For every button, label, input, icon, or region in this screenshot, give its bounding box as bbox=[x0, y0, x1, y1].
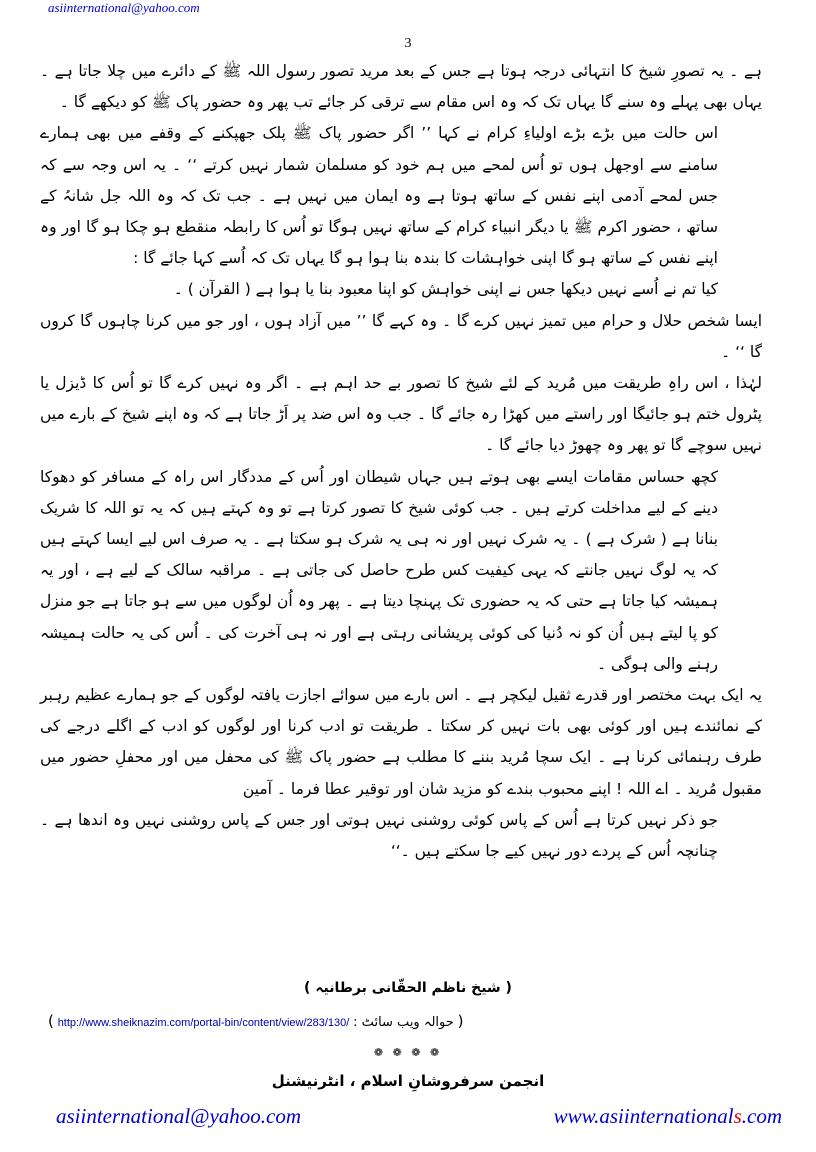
header-email[interactable]: asiinternational@yahoo.com bbox=[48, 0, 200, 15]
reference-line bbox=[48, 1012, 548, 1030]
reference-url[interactable]: http://www.sheiknazim.com/portal-bin/content/view/283/130/ bbox=[57, 1017, 350, 1029]
reference-open-paren: ( bbox=[48, 1012, 54, 1030]
footer-website[interactable] bbox=[554, 1104, 782, 1129]
paragraph-2: اس حالت میں بڑے بڑے اولیاءِ کرام نے کہا ’’ اگر حضور پاک ﷺ پلک جھپکنے کے وقفے میں بھی ہمارے سامنے سے اوجھل ہوں تو اُس لمحے میں ہم خود کو مسلمان شمار نہیں کرتے ‘‘ ۔ یہ اس وجہ سے کہ جس لمحے آدمی اپنے نفس کے ساتھ ہوتا ہے وہ ایمان میں نہیں ہے ۔ جب تک کہ وہ اللہ جل شانہُ کے ساتھ ، حضور اکرم ﷺ یا دیگر انبیاء کرام کے ساتھ نہیں ہوگا تو اُس کا رابطہ منقطع ہو چکا ہو گا اور وہ اپنے نفس کے ساتھ ہو گا اپنی خواہشات کا بندہ بنا ہوا ہو گا یہاں تک کہ اُسے کہا جائے گا : bbox=[40, 124, 718, 268]
website-suffix: .com bbox=[741, 1104, 782, 1128]
paragraph-7: جو ذکر نہیں کرتا ہے اُس کے پاس کوئی روشنی نہیں ہوتی اور جس کے پاس روشنی نہیں وہ اندھا ہے ۔ چنانچہ اُس کے پردے دور نہیں کیے جا سکتے ہیں ۔‘‘ bbox=[40, 810, 718, 861]
website-accent: s bbox=[733, 1104, 742, 1128]
reference-label: حوالہ ویب سائٹ : bbox=[353, 1015, 454, 1030]
website-prefix: www.asiinternational bbox=[553, 1104, 734, 1128]
ornament-divider: ❁ ❁ ❁ ❁ bbox=[373, 1046, 443, 1059]
paragraph-1: ہے ۔ یہ تصورِ شیخ کا انتہائی درجہ ہوتا ہے جس کے بعد مرید تصور رسول اللہ ﷺ کے دائرے میں چلا جاتا ہے ۔ یہاں بھی پہلے وہ سنے گا یہاں تک کہ وہ اس مقام سے ترقی کر جائے تب پھر وہ حضور پاک ﷺ کو دیکھے گا ۔ bbox=[40, 62, 762, 112]
source-attribution: ( شیخ ناظم الحقّانی برطانیہ ) bbox=[304, 980, 512, 996]
quran-quote: کیا تم نے اُسے نہیں دیکھا جس نے اپنی خواہش کو اپنا معبود بنا یا ہوا ہے ( القرآن ) ۔ bbox=[173, 280, 718, 299]
footer-email[interactable]: asiinternational@yahoo.com bbox=[56, 1104, 302, 1128]
paragraph-3: ایسا شخص حلال و حرام میں تمیز نہیں کرے گا ۔ وہ کہے گا ’’ میں آزاد ہوں ، اور جو میں کرنا چاہوں گا کروں گا ‘‘ ۔ bbox=[40, 311, 762, 361]
organization-name: انجمن سرفروشانِ اسلام ، انٹرنیشنل bbox=[271, 1072, 545, 1090]
article-body bbox=[40, 56, 762, 867]
paragraph-4: لہٰذا ، اس راہِ طریقت میں مُرید کے لئے شیخ کا تصور بے حد اہم ہے ۔ اگر وہ نہیں کرے گا تو اُس کا ڈیزل یا پٹرول ختم ہو جائیگا اور راستے میں کھڑا رہ جائے گا ۔ جب وہ اس ضد پر اَڑ جاتا ہے کہ وہ اپنے شیخ کے بارے میں نہیں سوچے گا تو پھر وہ چھوڑ دیا جائے گا ۔ bbox=[40, 374, 762, 455]
reference-close-paren: ) bbox=[457, 1012, 464, 1030]
paragraph-5: کچھ حساس مقامات ایسے بھی ہوتے ہیں جہاں شیطان اور اُس کے مددگار اس راہ کے مسافر کو دھوکا دینے کے لیے مداخلت کرتے ہیں ۔ جب کوئی شیخ کا تصور کرتا ہے تو وہ کہتے ہیں کہ یہ تو اللہ کا شریک بنانا ہے ( شرک ہے ) ۔ یہ شرک نہیں اور نہ ہی یہ شرک ہو سکتا ہے ۔ یہ صرف اس لیے ایسا کہتے ہیں کہ یہ لوگ نہیں جانتے کہ یہی کیفیت کس طرح حاصل کی جاتی ہے ۔ مراقبہ سالک کے لیے ہے ، اور یہ ہمیشہ کیا جاتا ہے حتی کہ یہ حضوری تک پہنچا دیتا ہے ۔ پھر وہ اُن لوگوں میں سے ہو جاتا ہے جو منزل کو پا لیتے ہیں اُن کو نہ دُنیا کی کوئی پریشانی رہتی ہے اور نہ ہی آخرت کی ۔ اُس کی یہ حالت ہمیشہ رہنے والی ہوگی ۔ bbox=[40, 467, 718, 673]
page-number: 3 bbox=[404, 36, 412, 51]
paragraph-6: یہ ایک بہت مختصر اور قدرے ثقیل لیکچر ہے ۔ اس بارے میں سوائے اجازت یافتہ لوگوں کے جو ہمارے عظیم رہبر کے نمائندے ہیں اور کوئی بھی بات نہیں کر سکتا ۔ طریقت تو ادب کرنا اور لوگوں کو ادب کے اگلے درجے کی طرف رہنمائی کرنا ہے ۔ ایک سچا مُرید بننے کا مطلب ہے حضور پاک ﷺ کی محفل میں اور محفلِ حضور میں مقبول مُرید ۔ اے اللہ ! اپنے محبوب بندے کو مزید شان اور توقیر عطا فرما ۔ آمین bbox=[40, 686, 762, 798]
